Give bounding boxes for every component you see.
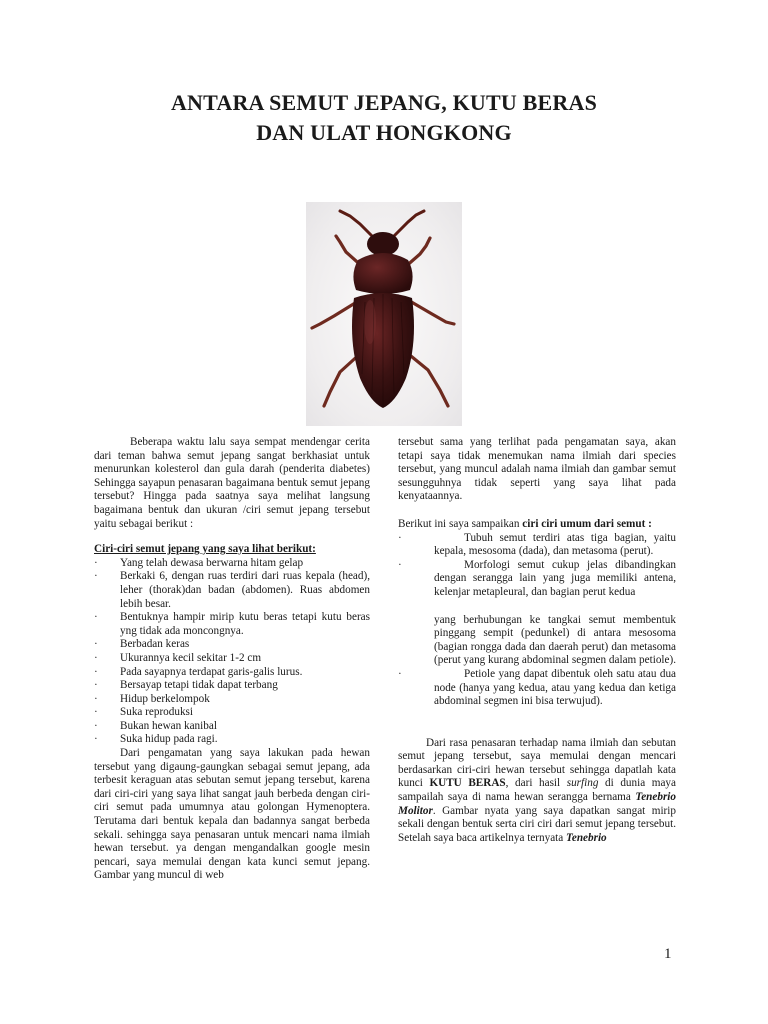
observation-paragraph: Dari pengamatan yang saya lakukan pada hewan tersebut yang digaung-gaungkan sebagai semut jepang, ada terbesit keraguan atas sebutan semut jepang tersebut, karena dari ciri-ciri yang saya lihat sangat jauh berbeda dengan ciri-ciri semut pada umumnya atau golongan Hymenoptera. Terutama dari bentuk kepala dan badannya sangat berbeda sekali. sehingga saya penasaran untuk mencari nama ilmiah hewan tersebut. ya dengan mengandalkan google mesin pencari, saya memulai dengan kata kunci semut jepang. Gambar yang muncul di web (94, 747, 370, 882)
general-characteristics-intro: Berikut ini saya sampaikan ciri ciri umum dari semut : (398, 517, 652, 530)
title-line-2: DAN ULAT HONGKONG (256, 120, 512, 145)
list-item: · Bersayap tetapi tidak dapat terbang (94, 679, 278, 692)
list-item: · Bentuknya hampir mirip kutu beras tetapi kutu beras yng tidak ada moncongnya. (94, 611, 370, 637)
antenna-left (340, 211, 372, 236)
list-item: · Berkaki 6, dengan ruas terdiri dari ruas kepala (head), leher (thorak)dan badan (abdomen). Ruas abdomen lebih besar. (94, 570, 370, 610)
list-item-continuation: yang berhubungan ke tangkai semut membentuk pinggang sempit (pedunkel) di antara mesosoma (bagian rongga dada dan daerah perut) dan metasoma (perut yang kurang abdominal segmen dalam petiole). (434, 613, 677, 667)
document-title (0, 88, 768, 148)
list-item: · Suka reproduksi (94, 706, 194, 719)
intro-paragraph: Beberapa waktu lalu saya sempat mendengar cerita dari teman bahwa semut jepang sangat berkhasiat untuk menurunkan kolesterol dan gula darah (penderita diabetes) Sehingga sayapun penasaran bagaimana bentuk semut jepang tersebut? Hingga pada saatnya saya melihat langsung bagaimana bentuk dan ukuran /ciri semut jepang tersebut yaitu sebagai berikut : (94, 436, 370, 530)
antenna-right (394, 211, 424, 236)
characteristics-list (94, 557, 370, 747)
right-column (398, 436, 676, 845)
list-item: · Ukurannya kecil sekitar 1-2 cm (94, 651, 262, 664)
list-item: · Tubuh semut terdiri atas tiga bagian, yaitu kepala, mesosoma (dada), dan metasoma (perut). (398, 531, 676, 558)
beetle-thorax (353, 253, 412, 294)
list-item: · Pada sayapnya terdapat garis-galis lurus. (94, 665, 303, 678)
page-number: 1 (664, 946, 672, 962)
beetle-illustration (306, 202, 462, 426)
final-paragraph: Dari rasa penasaran terhadap nama ilmiah dan sebutan semut jepang tersebut, saya memulai dengan mencari berdasarkan ciri-ciri hewan tersebut sehingga dapatlah kata kunci KUTU BERAS, dari hasil surfing di dunia maya sampailah saya di nama hewan serangga bernama Tenebrio Molitor. Gambar nyata yang saya dapatkan sangat mirip sekali dengan bentuk serta ciri ciri dari semut jepang tersebut. Setelah saya baca artikelnya ternyata Tenebrio (398, 736, 676, 844)
title-line-1: ANTARA SEMUT JEPANG, KUTU BERAS (170, 90, 598, 115)
beetle-head (367, 232, 399, 256)
beetle-photo (306, 202, 462, 426)
continuation-paragraph: tersebut sama yang terlihat pada pengamatan saya, akan tetapi saya tidak menemukan nama ilmiah dari species tersebut, yang muncul adalah nama ilmiah dan gambar semut sesungguhnya tidak seperti yang saya lihat pada kenyataannya. (398, 436, 676, 503)
list-item: · Suka hidup pada ragi. (94, 733, 218, 746)
list-item: · Bukan hewan kanibal (94, 719, 217, 732)
list-item: · Berbadan keras (94, 638, 190, 651)
left-column (94, 436, 370, 883)
list-item: · Morfologi semut cukup jelas dibandingkan dengan serangga lain yang juga memiliki antena, kelenjar metapleural, dan bagian perut kedua (398, 558, 676, 598)
list-item: · Yang telah dewasa berwarna hitam gelap (94, 556, 304, 569)
list-item: · Hidup berkelompok (94, 692, 210, 705)
list-item: · Petiole yang dapat dibentuk oleh satu atau dua node (hanya yang kedua, atau yang kedua dan ketiga abdominal segmen ini bisa terwujud). (398, 667, 676, 708)
list-heading: Ciri-ciri semut jepang yang saya lihat berikut: (94, 543, 316, 556)
